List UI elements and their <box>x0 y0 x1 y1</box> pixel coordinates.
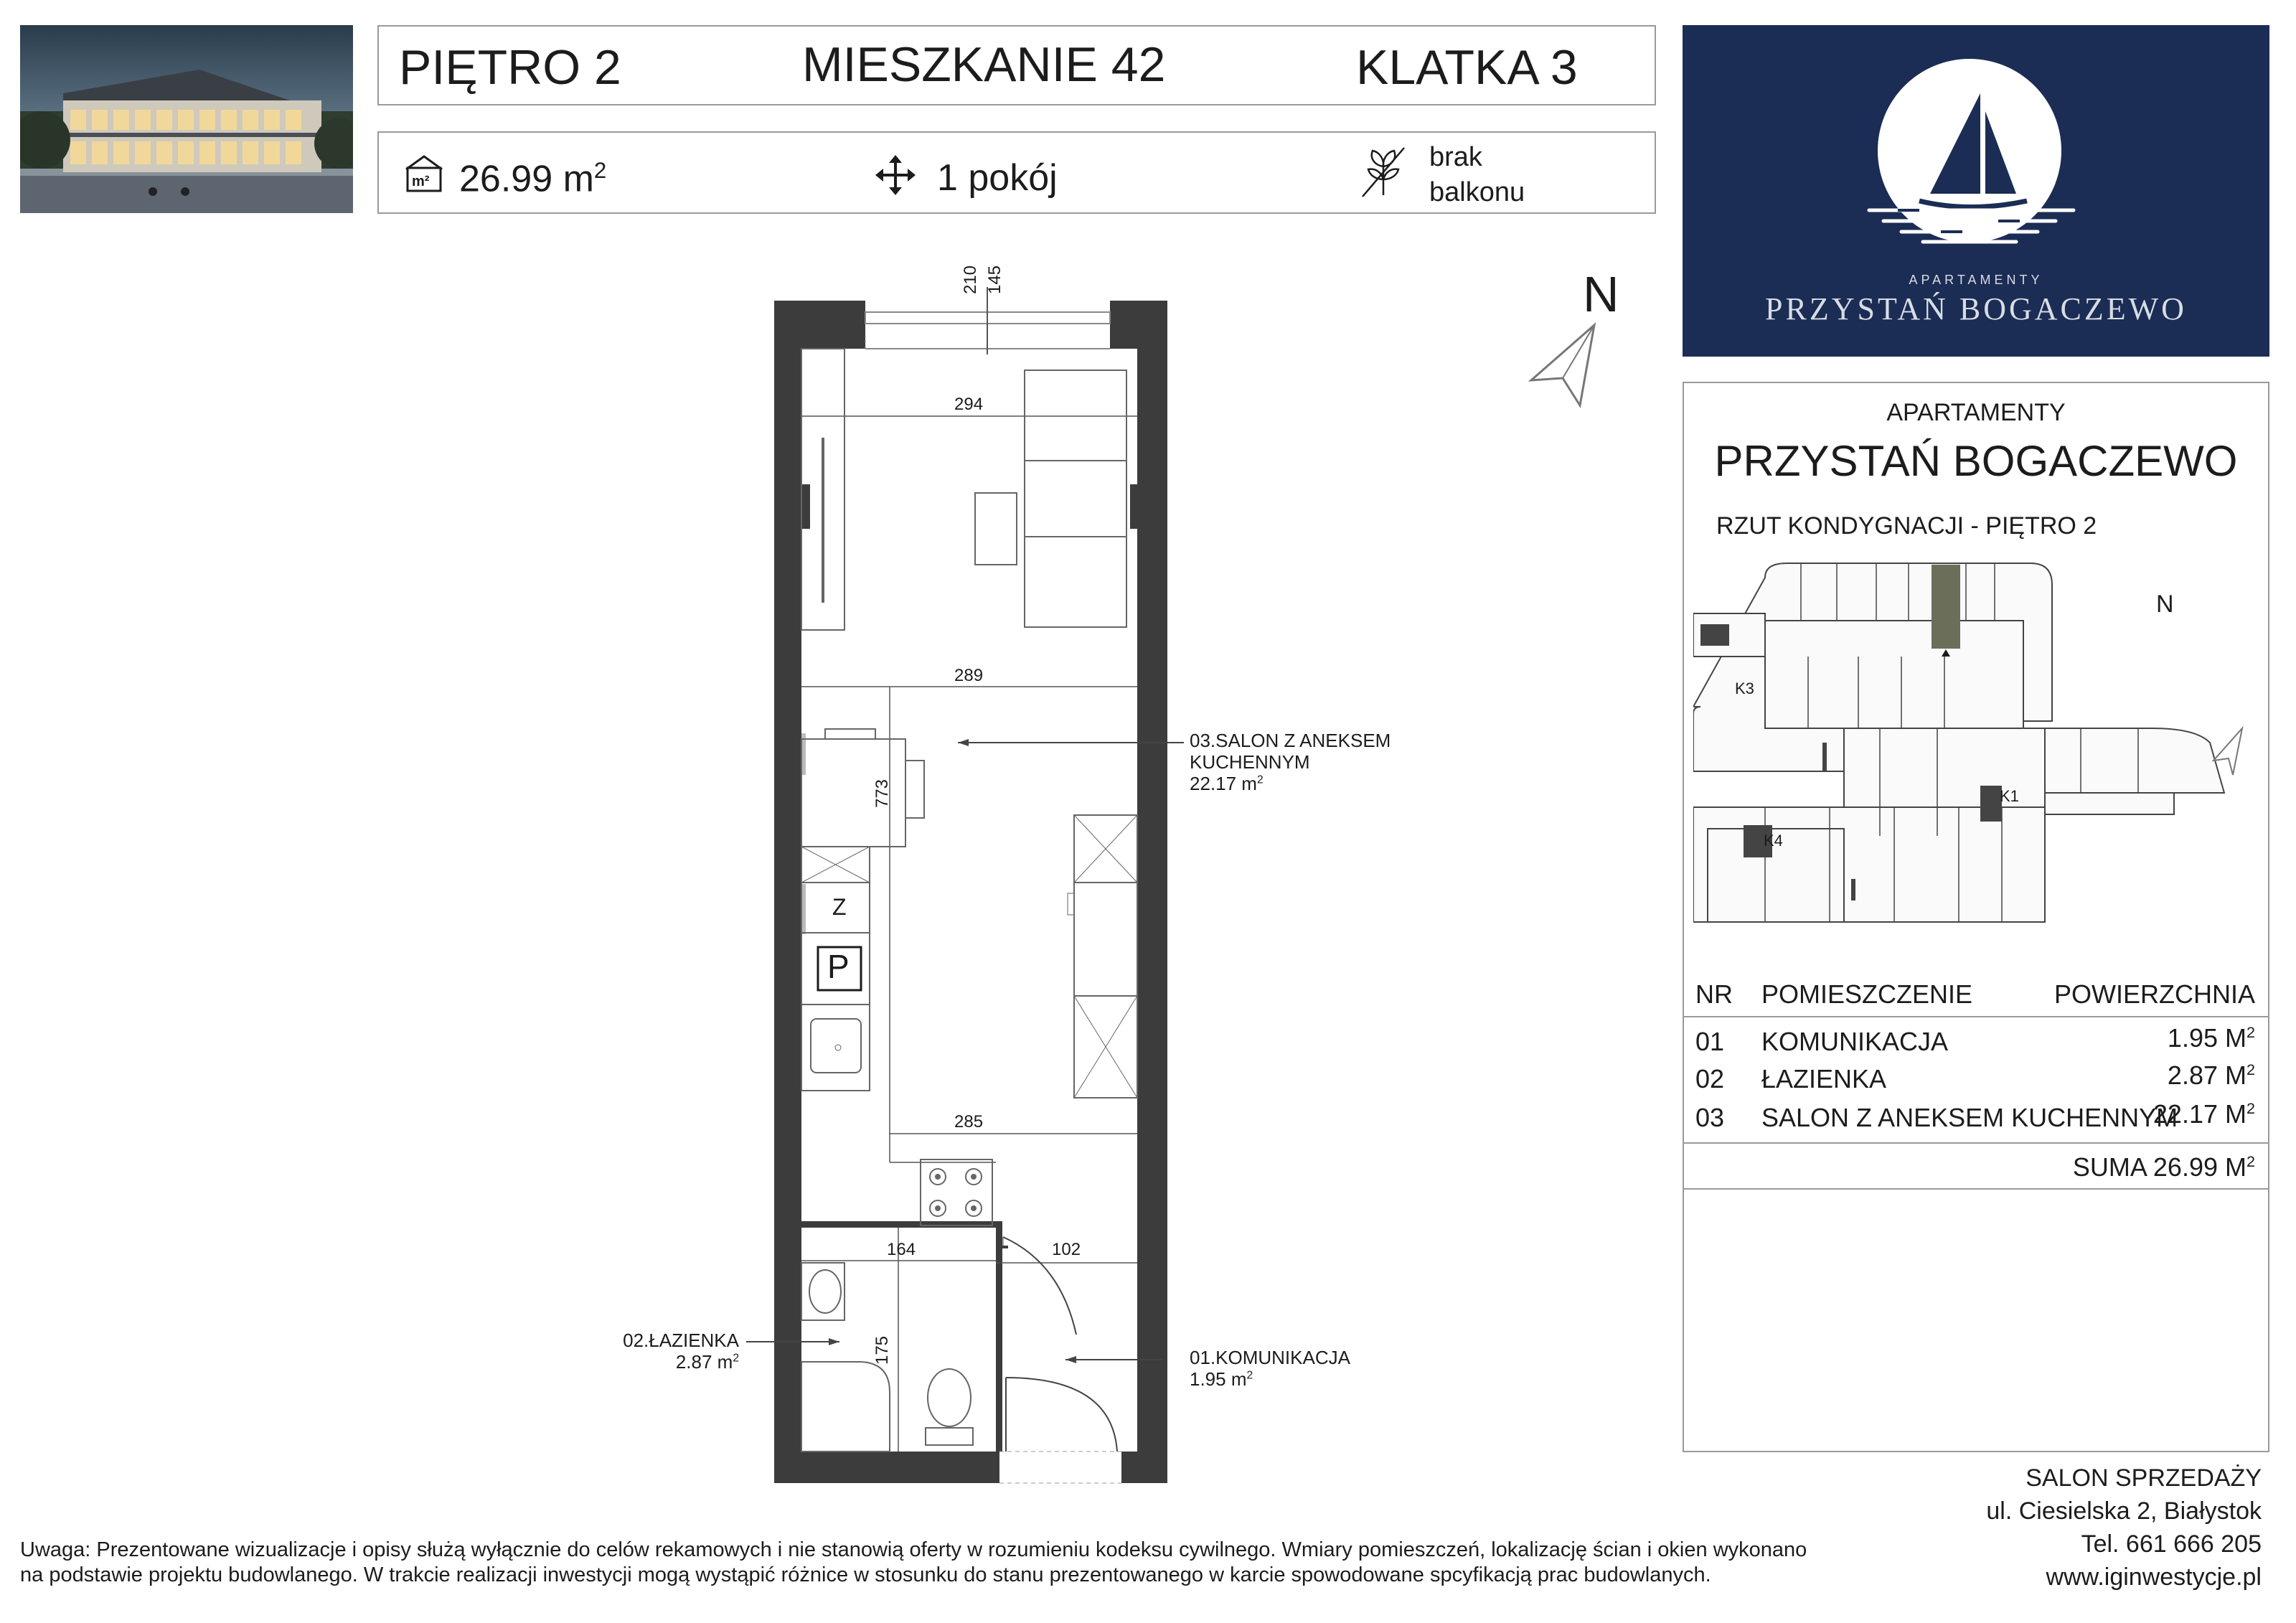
table-row-03-nr: 03 <box>1695 1103 1725 1132</box>
dim-285: 285 <box>954 1112 984 1132</box>
disclaimer-text: Uwaga: Prezentowane wizualizacje i opisy służą wyłącznie do celów rekamowych i nie stanowią oferty w rozumieniu kodeksu cywilnego. Wmiary pomieszczeń, lokalizację ścian i okien wykonano na podstawie projektu budowlanego. W trakcie realizacji inwestycji mogą wystąpić różnice w stosunku do stanu prezentowanego w karcie spowodowane spcyfikacją prac budowlanych. <box>20 1538 1807 1587</box>
table-row-01-nr: 01 <box>1695 1027 1725 1056</box>
table-row-01-name: KOMUNIKACJA <box>1761 1027 1949 1056</box>
dim-175: 175 <box>872 1335 893 1365</box>
table-header-nr: NR <box>1695 979 1733 1009</box>
sales-office-contact: SALON SPRZEDAŻY ul. Ciesielska 2, Białystok Tel. 661 666 205 www.iginwestycje.pl <box>1986 1462 2262 1594</box>
appliance-z-label: Z <box>832 894 847 920</box>
site-plan-mini <box>1693 556 2260 944</box>
appliance-p-label: P <box>827 948 850 985</box>
compass-arrow-icon <box>1523 319 1601 409</box>
table-divider-sum <box>1683 1188 2269 1190</box>
table-header-area: POWIERZCHNIA <box>2053 979 2255 1009</box>
dim-773: 773 <box>872 778 893 809</box>
logo-name: PRZYSTAŃ BOGACZEWO <box>1765 291 2187 326</box>
floor-label: PIĘTRO 2 <box>399 40 621 95</box>
rooms-value: 1 pokój <box>937 157 1058 199</box>
dim-164: 164 <box>887 1240 916 1259</box>
side-subtitle: RZUT KONDYGNACJI - PIĘTRO 2 <box>1716 512 2097 540</box>
table-row-03-name: SALON Z ANEKSEM KUCHENNYM <box>1761 1103 2178 1132</box>
staircase-label: KLATKA 3 <box>1356 40 1578 95</box>
no-balcony-icon <box>1360 145 1407 199</box>
room-label-salon: 03.SALON Z ANEKSEM KUCHENNYM 22.17 $m^2$ <box>1190 730 1391 794</box>
mini-label-k4: K4 <box>1764 832 1783 850</box>
building-render-image <box>20 25 353 213</box>
dim-window-210: 210 <box>961 265 981 295</box>
table-divider-top <box>1683 1016 2269 1017</box>
area-icon-label: m² <box>412 174 430 189</box>
side-top-line: APARTAMENTY <box>1886 399 2066 426</box>
table-row-01-area: 1.95 $M^2$ <box>2167 1023 2255 1053</box>
balcony-text: brak balkonu <box>1429 142 1525 207</box>
side-title: PRZYSTAŃ BOGACZEWO <box>1714 437 2238 485</box>
dim-window-145: 145 <box>985 265 1005 295</box>
area-table <box>1683 976 2269 1191</box>
website-link[interactable]: www.iginwestycje.pl <box>2046 1563 2262 1591</box>
table-row-03-area: 22.17 $M^2$ <box>2152 1099 2255 1129</box>
table-row-02-name: ŁAZIENKA <box>1761 1064 1887 1093</box>
table-row-02-nr: 02 <box>1695 1064 1725 1093</box>
dim-289: 289 <box>954 666 984 685</box>
mini-label-k1: K1 <box>2000 787 2019 805</box>
dim-102: 102 <box>1052 1240 1081 1259</box>
mini-label-k3: K3 <box>1735 679 1754 697</box>
move-arrows-icon <box>874 154 917 197</box>
apartment-label: MIESZKANIE 42 <box>802 37 1166 92</box>
table-header-room: POMIESZCZENIE <box>1761 979 1973 1009</box>
table-sum: SUMA 26.99 $M^2$ <box>2072 1152 2255 1182</box>
brand-logo <box>1683 25 2269 357</box>
room-label-lazienka: 02.ŁAZIENKA 2.87 $m^2$ <box>623 1330 739 1373</box>
table-row-02-area: 2.87 $M^2$ <box>2167 1060 2255 1090</box>
area-value: 26.99 $m^2$ <box>459 158 607 200</box>
room-label-komunikacja: 01.KOMUNIKACJA 1.95 $m^2$ <box>1190 1347 1350 1390</box>
floor-plan <box>746 244 1421 1492</box>
compass-label: N <box>1583 266 1619 322</box>
dim-294: 294 <box>954 395 984 414</box>
logo-top-line: APARTAMENTY <box>1909 273 2043 287</box>
table-divider-bottom <box>1683 1142 2269 1144</box>
mini-compass-label: N <box>2156 591 2174 618</box>
